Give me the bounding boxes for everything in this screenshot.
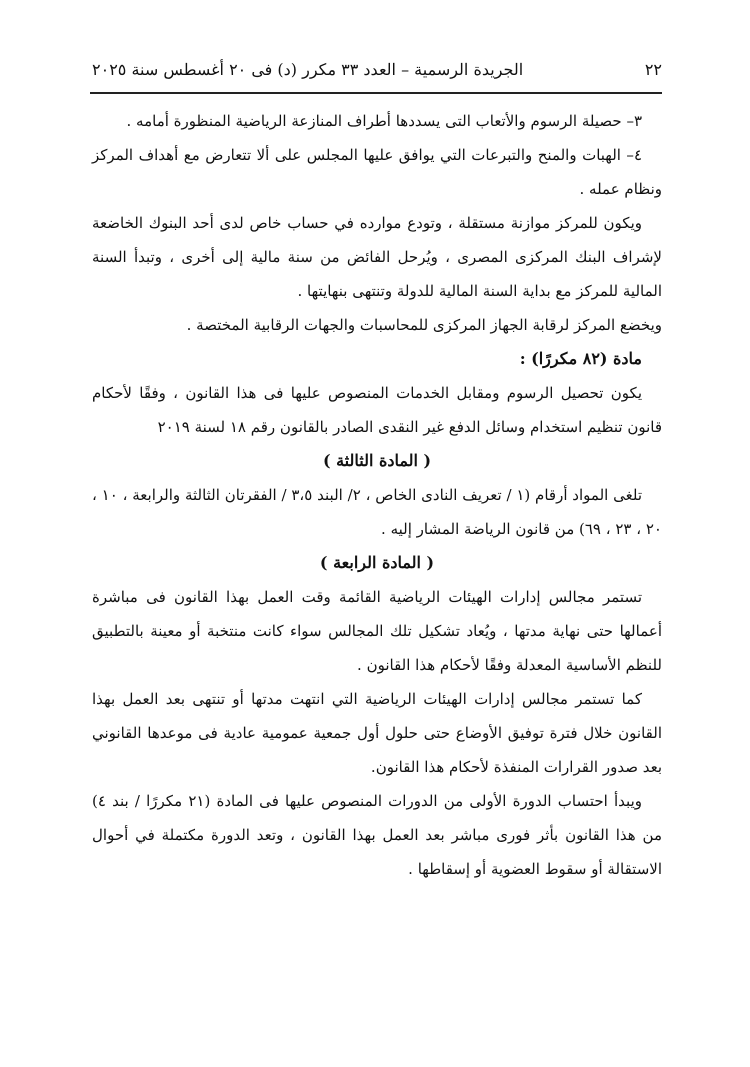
audit-paragraph: ويخضع المركز لرقابة الجهاز المركزى للمحاسبات والجهات الرقابية المختصة . <box>186 316 662 334</box>
fourth-article-heading: ( المادة الرابعة ) <box>319 553 435 572</box>
third-article-heading: ( المادة الثالثة ) <box>322 451 432 470</box>
budget-paragraph: ويكون للمركز موازنة مستقلة ، وتودع موارده في حساب خاص لدى أحد البنوك الخاضعة لإشراف البنك المركزى المصرى ، ويُرحل الفائض من سنة مالية إلى أخرى ، وتبدأ السنة المالية للمركز مع بداية السنة المالية للدولة وتنتهى بنهايتها . <box>92 214 662 300</box>
header-divider <box>90 92 662 94</box>
third-article-body: تلغى المواد أرقام (١ / تعريف النادى الخاص ، ٢/ البند ٣،٥ / الفقرتان الثالثة والرابعة ، ١٠ ، ٢٠ ، ٢٣ ، ٦٩) من قانون الرياضة المشار إليه . <box>92 486 662 538</box>
item-4: ٤– الهبات والمنح والتبرعات التي يوافق عليها المجلس على ألا تتعارض مع أهداف المركز ونظام عمله . <box>92 146 662 198</box>
fourth-article-paragraph-2: كما تستمر مجالس إدارات الهيئات الرياضية التي انتهت مدتها أو تنتهى بعد العمل بهذا القانون خلال فترة توفيق الأوضاع حتى حلول أول جمعية عمومية عادية فى موعدها القانوني بعد صدور القرارات المنفذة لأحكام هذا القانون. <box>92 690 662 776</box>
page-number: ٢٢ <box>644 60 662 79</box>
fourth-article-paragraph-3: ويبدأ احتساب الدورة الأولى من الدورات المنصوص عليها فى المادة (٢١ مكررًا / بند ٤) من هذا القانون بأثر فورى مباشر بعد العمل بهذا القانون ، وتعد الدورة مكتملة في أحوال الاستقالة أو سقوط العضوية أو إسقاطها . <box>92 792 662 878</box>
page-header <box>92 60 662 79</box>
article-82-body: يكون تحصيل الرسوم ومقابل الخدمات المنصوص عليها فى هذا القانون ، وفقًا لأحكام قانون تنظيم استخدام وسائل الدفع غير النقدى الصادر بالقانون رقم ١٨ لسنة ٢٠١٩ <box>92 384 662 436</box>
document-body <box>92 104 662 886</box>
gazette-title: الجريدة الرسمية – العدد ٣٣ مكرر (د) فى ٢٠ أغسطس سنة ٢٠٢٥ <box>92 60 524 79</box>
fourth-article-paragraph-1: تستمر مجالس إدارات الهيئات الرياضية القائمة وقت العمل بهذا القانون فى مباشرة أعمالها حتى نهاية مدتها ، ويُعاد تشكيل تلك المجالس سواء كانت منتخبة أو معينة بالتطبيق للنظم الأساسية المعدلة وفقًا لأحكام هذا القانون . <box>92 588 662 674</box>
item-3: ٣– حصيلة الرسوم والأتعاب التى يسددها أطراف المنازعة الرياضية المنظورة أمامه . <box>126 112 642 130</box>
article-82-title: مادة (٨٢ مكررًا) : <box>519 349 642 368</box>
